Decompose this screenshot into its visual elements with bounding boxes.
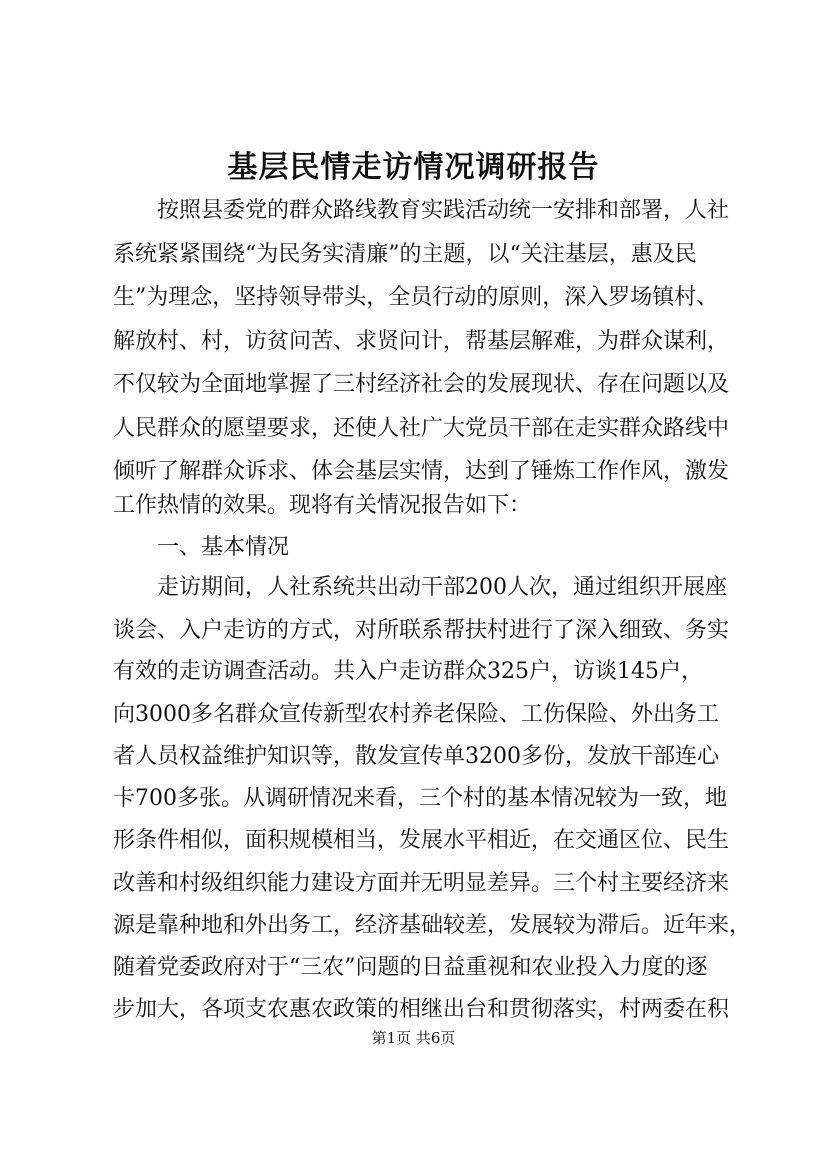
body-line: 工作热情的效果。现将有关情况报告如下：: [113, 493, 532, 518]
document-title: 基层民情走访情况调研报告: [227, 150, 600, 185]
body-line: 生”为理念，坚持领导带头，全员行动的原则，深入罗场镇村、: [113, 285, 719, 310]
body-line: 谈会、入户走访的方式，对所联系帮扶村进行了深入细致、务实: [113, 618, 730, 643]
body-line: 向3000多名群众宣传新型农村养老保险、工伤保险、外出务工: [113, 702, 719, 727]
body-line: 有效的走访调查活动。共入户走访群众325户，访谈145户，: [113, 659, 703, 684]
body-line: 形条件相似，面积规模相当，发展水平相近，在交通区位、民生: [113, 828, 730, 853]
body-line: 按照县委党的群众路线教育实践活动统一安排和部署，人社: [113, 198, 730, 223]
body-line: 走访期间，人社系统共出动干部200人次，通过组织开展座: [113, 575, 727, 600]
body-line: 随着党委政府对于“三农”问题的日益重视和农业投入力度的逐: [113, 955, 708, 980]
body-line: 人民群众的愿望要求，还使人社广大党员干部在走实群众路线中: [113, 416, 730, 441]
body-line: 系统紧紧围绕“为民务实清廉”的主题，以“关注基层，惠及民: [113, 242, 697, 267]
section-heading: 一、基本情况: [113, 535, 290, 560]
body-line: 解放村、村，访贫问苦、求贤问计，帮基层解难，为群众谋利，: [113, 329, 730, 354]
page-number-footer: 第1页 共6页: [371, 1029, 456, 1047]
body-line: 步加大，各项支农惠农政策的相继出台和贯彻落实，村两委在积: [113, 997, 730, 1022]
body-line: 不仅较为全面地掌握了三村经济社会的发展现状、存在问题以及: [113, 372, 730, 397]
body-line: 改善和村级组织能力建设方面并无明显差异。三个村主要经济来: [113, 871, 730, 896]
body-line: 卡700多张。从调研情况来看，三个村的基本情况较为一致，地: [113, 786, 727, 811]
body-line: 源是靠种地和外出务工，经济基础较差，发展较为滞后。近年来，: [113, 913, 752, 938]
body-line: 者人员权益维护知识等，散发宣传单3200多份，发放干部连心: [113, 744, 719, 769]
body-line: 倾听了解群众诉求、体会基层实情，达到了锤炼工作作风，激发: [113, 459, 730, 484]
